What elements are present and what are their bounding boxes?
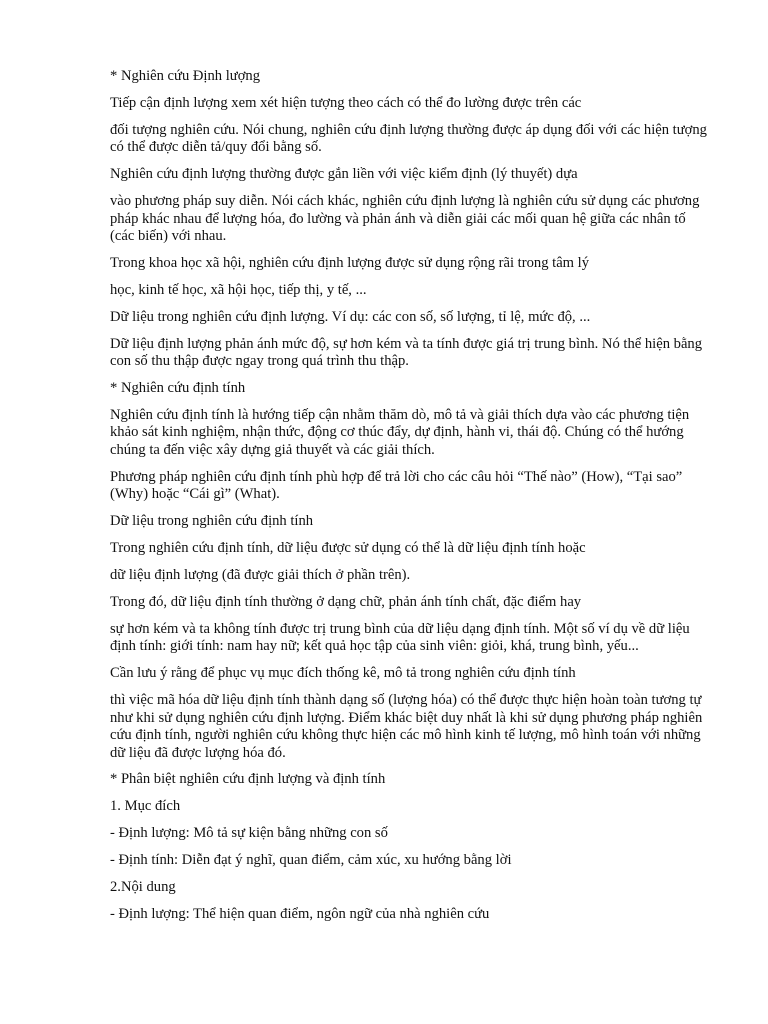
paragraph: sự hơn kém và ta không tính được trị trung bình của dữ liệu dạng định tính. Một số ví dụ về dữ liệu định tính: giới tính: nam hay nữ; kết quả học tập của sinh viên: giỏi, khá, trung bình, yếu...: [110, 620, 694, 655]
paragraph: Phương pháp nghiên cứu định tính phù hợp để trả lời cho các câu hỏi “Thế nào” (How), “Tại sao” (Why) hoặc “Cái gì” (What).: [110, 468, 686, 503]
subheading: Dữ liệu trong nghiên cứu định tính: [110, 513, 314, 530]
paragraph: vào phương pháp suy diễn. Nói cách khác, nghiên cứu định lượng là nghiên cứu sử dụng các phương pháp khác nhau để lượng hóa, đo lường và phản ánh và diễn giải các mối quan hệ giữa các nhân tố (các biến) với nhau.: [110, 193, 704, 245]
list-heading: 2.Nội dung: [110, 878, 176, 895]
paragraph: dữ liệu định lượng (đã được giải thích ở phần trên).: [110, 566, 411, 583]
list-item: - Định lượng: Thể hiện quan điểm, ngôn ngữ của nhà nghiên cứu: [110, 905, 490, 922]
section-heading-quantitative: * Nghiên cứu Định lượng: [110, 68, 260, 84]
paragraph: Tiếp cận định lượng xem xét hiện tượng theo cách có thể đo lường được trên các: [110, 94, 582, 111]
paragraph: Nghiên cứu định tính là hướng tiếp cận nhằm thăm dò, mô tả và giải thích dựa vào các phương tiện khảo sát kinh nghiệm, nhận thức, động cơ thúc đẩy, dự định, hành vi, thái độ. Chúng có thể hướng chúng ta đến việc xây dựng giả thuyết và các giải thích.: [110, 406, 693, 458]
paragraph: đối tượng nghiên cứu. Nói chung, nghiên cứu định lượng thường được áp dụng đối với các hiện tượng có thể được diễn tả/quy đổi bằng số.: [110, 121, 711, 156]
paragraph: Trong đó, dữ liệu định tính thường ở dạng chữ, phản ánh tính chất, đặc điểm hay: [110, 593, 582, 610]
paragraph: Nghiên cứu định lượng thường được gắn liền với việc kiểm định (lý thuyết) dựa: [110, 166, 578, 183]
list-item: - Định lượng: Mô tả sự kiện bằng những con số: [110, 825, 388, 842]
section-heading-comparison: * Phân biệt nghiên cứu định lượng và định tính: [110, 771, 386, 788]
paragraph: Cần lưu ý rằng để phục vụ mục đích thống kê, mô tả trong nghiên cứu định tính: [110, 665, 576, 682]
paragraph: Trong khoa học xã hội, nghiên cứu định lượng được sử dụng rộng rãi trong tâm lý: [110, 254, 590, 271]
paragraph: Trong nghiên cứu định tính, dữ liệu được sử dụng có thể là dữ liệu định tính hoặc: [110, 540, 586, 557]
section-heading-qualitative: * Nghiên cứu định tính: [110, 380, 246, 397]
paragraph: học, kinh tế học, xã hội học, tiếp thị, y tế, ...: [110, 281, 367, 298]
list-item: - Định tính: Diễn đạt ý nghĩ, quan điểm, cảm xúc, xu hướng bằng lời: [110, 852, 512, 869]
list-heading: 1. Mục đích: [110, 798, 181, 815]
paragraph: thì việc mã hóa dữ liệu định tính thành dạng số (lượng hóa) có thể được thực hiện hoàn toàn tương tự như khi sử dụng nghiên cứu định lượng. Điểm khác biệt duy nhất là khi sử dụng phương pháp nghiên cứu định tính, người nghiên cứu không thực hiện các mô hình kinh tế lượng, mô hình toán với những dữ liệu đã được lượng hóa đó.: [110, 692, 706, 761]
paragraph: Dữ liệu định lượng phản ánh mức độ, sự hơn kém và ta tính được giá trị trung bình. Nó thể hiện bằng con số thu thập được ngay trong quá trình thu thập.: [110, 335, 706, 370]
document-body: [110, 68, 711, 933]
paragraph: Dữ liệu trong nghiên cứu định lượng. Ví dụ: các con số, số lượng, tỉ lệ, mức độ, ...: [110, 308, 591, 325]
